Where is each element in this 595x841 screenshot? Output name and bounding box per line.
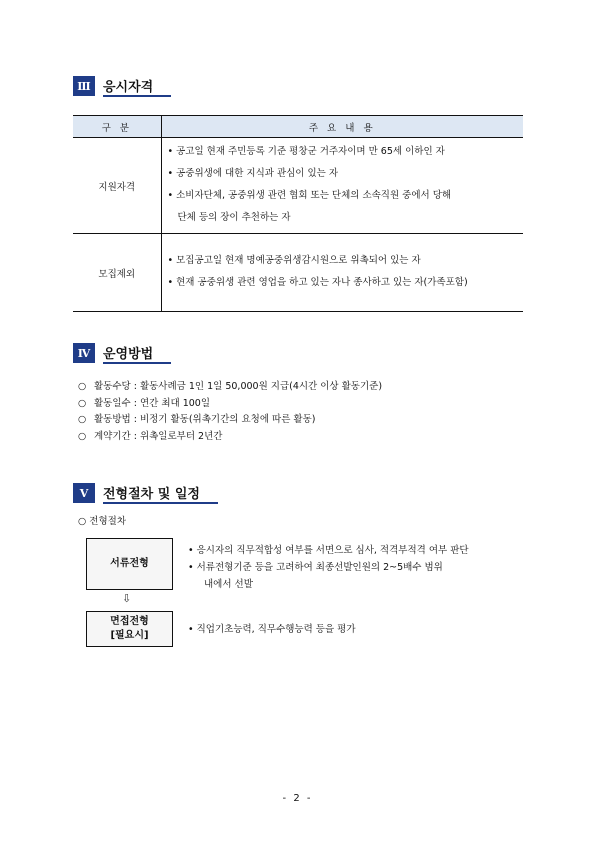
section-numeral: Ⅳ xyxy=(73,343,95,363)
list-item: ○ 활동일수 : 연간 최대 100일 xyxy=(78,396,382,413)
interview-box: 면접전형 [필요시] xyxy=(86,611,173,647)
section-heading-4 xyxy=(73,342,171,364)
list-item: ○ 활동수당 : 활동사례금 1인 1일 50,000원 지급(4시간 이상 활동기준) xyxy=(78,379,382,396)
list-item: • 소비자단체, 공중위생 관련 협회 또는 단체의 소속직원 중에서 당해 xyxy=(167,190,452,201)
table-cell-category: 지원자격 xyxy=(73,138,161,234)
table-cell-content xyxy=(161,138,523,234)
circle-bullet-icon: ○ xyxy=(78,381,87,392)
down-arrow-icon: ⇩ xyxy=(122,592,132,605)
list-item: • 공중위생에 대한 지식과 관심이 있는 자 xyxy=(167,168,339,179)
document-screening-details xyxy=(188,542,469,593)
table-header-category: 구 분 xyxy=(73,116,161,138)
list-item: • 응시자의 직무적합성 여부를 서면으로 심사, 적격부적격 여부 판단 xyxy=(188,545,469,556)
list-item: 단체 등의 장이 추천하는 자 xyxy=(177,212,291,223)
circle-bullet-icon: ○ xyxy=(78,430,87,442)
qualification-table xyxy=(73,115,523,312)
procedure-subheading: ○ 전형절차 xyxy=(78,516,127,527)
list-item: ○ 계약기간 : 위촉일로부터 2년간 xyxy=(78,429,382,446)
table-header-content: 주 요 내 용 xyxy=(161,116,523,138)
table-header-row xyxy=(73,116,523,138)
table-cell-content xyxy=(161,234,523,312)
list-item: • 공고일 현재 주민등록 기준 평창군 거주자이며 만 65세 이하인 자 xyxy=(167,146,445,157)
section-title: 전형절차 및 일정 xyxy=(103,482,218,504)
interview-details xyxy=(188,621,356,638)
section-title: 운영방법 xyxy=(103,342,171,364)
document-screening-box: 서류전형 xyxy=(86,538,173,590)
page-number: - 2 - xyxy=(282,793,313,804)
section-numeral: Ⅲ xyxy=(73,76,95,96)
table-row xyxy=(73,234,523,312)
circle-bullet-icon: ○ xyxy=(78,414,87,425)
list-item: • 직업기초능력, 직무수행능력 등을 평가 xyxy=(188,624,356,635)
section-heading-3 xyxy=(73,75,171,97)
list-item: ○ 활동방법 : 비정기 활동(위촉기간의 요청에 따른 활동) xyxy=(78,412,382,429)
list-item: • 모집공고일 현재 명예공중위생감시원으로 위촉되어 있는 자 xyxy=(167,255,421,266)
list-item: • 현재 공중위생 관련 영업을 하고 있는 자나 종사하고 있는 자(가족포함) xyxy=(167,277,468,288)
table-cell-category: 모집제외 xyxy=(73,234,161,312)
operation-list xyxy=(78,379,382,445)
list-item: • 서류전형기준 등을 고려하여 최종선발인원의 2~5배수 범위 xyxy=(188,562,443,573)
list-item: 내에서 선발 xyxy=(204,579,253,590)
section-numeral: Ⅴ xyxy=(73,483,95,503)
section-heading-5 xyxy=(73,482,218,504)
table-row xyxy=(73,138,523,234)
circle-bullet-icon: ○ xyxy=(78,397,87,409)
section-title: 응시자격 xyxy=(103,75,171,97)
